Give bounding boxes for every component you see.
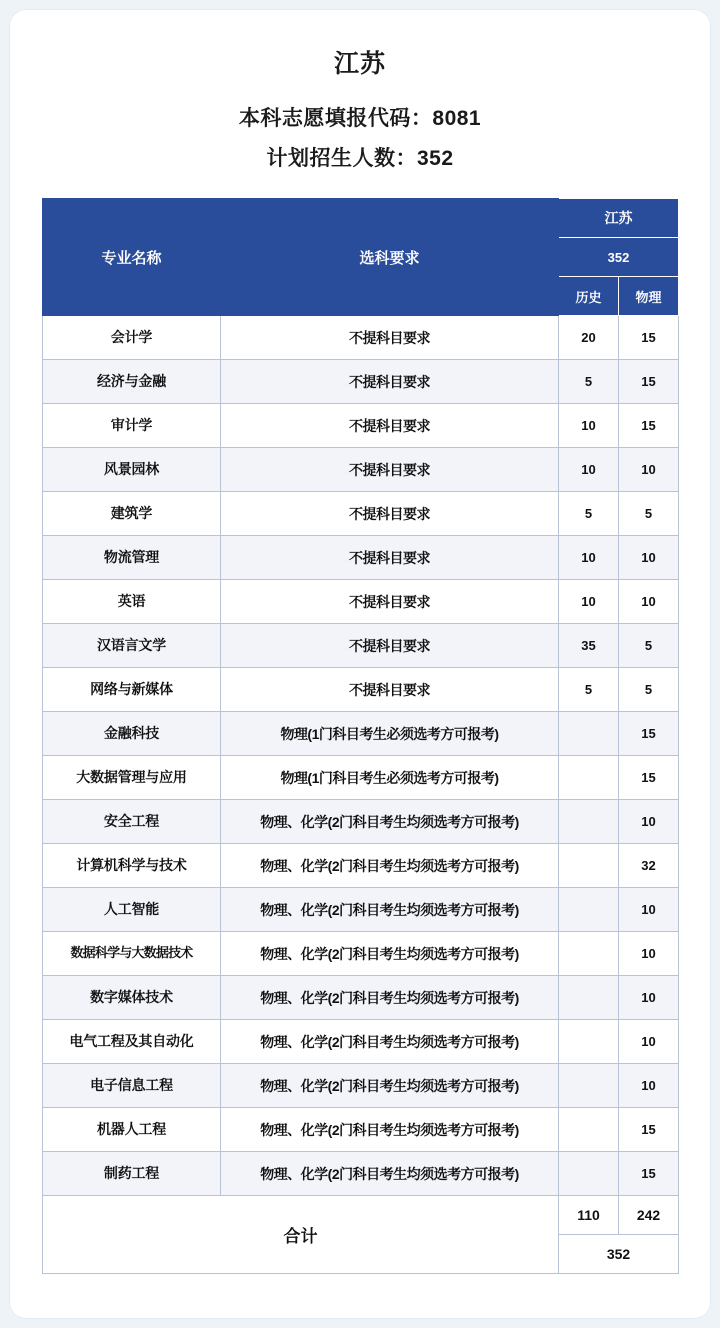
cell-history: 5 — [559, 492, 619, 536]
cell-requirement: 不提科目要求 — [221, 536, 559, 580]
cell-major: 网络与新媒体 — [43, 668, 221, 712]
column-header-physics: 物理 — [619, 277, 679, 316]
summary-total: 352 — [559, 1235, 679, 1274]
table-row — [43, 492, 679, 536]
summary-history: 110 — [559, 1196, 619, 1235]
cell-requirement: 不提科目要求 — [221, 668, 559, 712]
cell-physics: 15 — [619, 316, 679, 360]
cell-major: 会计学 — [43, 316, 221, 360]
table-header — [43, 199, 679, 316]
cell-history: 35 — [559, 624, 619, 668]
table-row — [43, 404, 679, 448]
cell-physics: 15 — [619, 1152, 679, 1196]
cell-history — [559, 1152, 619, 1196]
cell-major: 数字媒体技术 — [43, 976, 221, 1020]
column-header-province: 江苏 — [559, 199, 679, 238]
cell-physics: 15 — [619, 1108, 679, 1152]
table-row — [43, 976, 679, 1020]
cell-requirement: 物理(1门科目考生必须选考方可报考) — [221, 756, 559, 800]
enrollment-quota-line: 计划招生人数：352 — [266, 147, 454, 170]
enrollment-code-line: 本科志愿填报代码：8081 — [238, 107, 482, 130]
cell-physics: 15 — [619, 756, 679, 800]
cell-history: 10 — [559, 536, 619, 580]
cell-requirement: 物理(1门科目考生必须选考方可报考) — [221, 712, 559, 756]
cell-history: 20 — [559, 316, 619, 360]
cell-requirement: 不提科目要求 — [221, 624, 559, 668]
table-row — [43, 580, 679, 624]
table-row — [43, 800, 679, 844]
cell-history — [559, 976, 619, 1020]
cell-requirement: 物理、化学(2门科目考生均须选考方可报考) — [221, 1020, 559, 1064]
cell-history: 10 — [559, 580, 619, 624]
table-row — [43, 668, 679, 712]
cell-requirement: 物理、化学(2门科目考生均须选考方可报考) — [221, 976, 559, 1020]
cell-history — [559, 1020, 619, 1064]
cell-physics: 15 — [619, 712, 679, 756]
cell-major: 计算机科学与技术 — [43, 844, 221, 888]
table-body — [43, 316, 679, 1274]
table-row — [43, 932, 679, 976]
table-row — [43, 316, 679, 360]
column-header-major: 专业名称 — [43, 199, 221, 316]
cell-major: 建筑学 — [43, 492, 221, 536]
cell-physics: 5 — [619, 668, 679, 712]
column-header-requirement: 选科要求 — [221, 199, 559, 316]
cell-physics: 10 — [619, 932, 679, 976]
cell-major: 人工智能 — [43, 888, 221, 932]
cell-physics: 15 — [619, 360, 679, 404]
cell-requirement: 物理、化学(2门科目考生均须选考方可报考) — [221, 932, 559, 976]
cell-major: 经济与金融 — [43, 360, 221, 404]
summary-physics: 242 — [619, 1196, 679, 1235]
cell-major: 汉语言文学 — [43, 624, 221, 668]
cell-physics: 10 — [619, 1064, 679, 1108]
column-header-province-total: 352 — [559, 238, 679, 277]
cell-history — [559, 932, 619, 976]
table-row — [43, 756, 679, 800]
cell-requirement: 不提科目要求 — [221, 580, 559, 624]
cell-history: 10 — [559, 404, 619, 448]
cell-physics: 10 — [619, 800, 679, 844]
table-row — [43, 712, 679, 756]
cell-requirement: 不提科目要求 — [221, 316, 559, 360]
table-row — [43, 360, 679, 404]
table-row — [43, 844, 679, 888]
table-row — [43, 536, 679, 580]
cell-major: 物流管理 — [43, 536, 221, 580]
enrollment-plan-table — [42, 198, 679, 1274]
cell-physics: 10 — [619, 1020, 679, 1064]
cell-physics: 15 — [619, 404, 679, 448]
cell-major: 风景园林 — [43, 448, 221, 492]
cell-history — [559, 756, 619, 800]
cell-physics: 10 — [619, 448, 679, 492]
table-row — [43, 448, 679, 492]
cell-requirement: 不提科目要求 — [221, 360, 559, 404]
cell-physics: 32 — [619, 844, 679, 888]
cell-history — [559, 712, 619, 756]
cell-major: 安全工程 — [43, 800, 221, 844]
cell-requirement: 不提科目要求 — [221, 492, 559, 536]
table-row — [43, 1152, 679, 1196]
cell-history — [559, 800, 619, 844]
cell-physics: 5 — [619, 624, 679, 668]
table-summary-row — [43, 1196, 679, 1235]
cell-physics: 10 — [619, 976, 679, 1020]
cell-major: 英语 — [43, 580, 221, 624]
cell-major: 制药工程 — [43, 1152, 221, 1196]
cell-requirement: 物理、化学(2门科目考生均须选考方可报考) — [221, 888, 559, 932]
cell-requirement: 不提科目要求 — [221, 404, 559, 448]
cell-physics: 5 — [619, 492, 679, 536]
cell-major: 数据科学与大数据技术 — [43, 932, 221, 976]
cell-physics: 10 — [619, 580, 679, 624]
cell-requirement: 不提科目要求 — [221, 448, 559, 492]
page-title: 江苏 — [333, 50, 386, 78]
cell-history — [559, 844, 619, 888]
table-row — [43, 1020, 679, 1064]
cell-history — [559, 1108, 619, 1152]
cell-requirement: 物理、化学(2门科目考生均须选考方可报考) — [221, 1064, 559, 1108]
cell-requirement: 物理、化学(2门科目考生均须选考方可报考) — [221, 1108, 559, 1152]
cell-requirement: 物理、化学(2门科目考生均须选考方可报考) — [221, 800, 559, 844]
cell-history: 10 — [559, 448, 619, 492]
cell-requirement: 物理、化学(2门科目考生均须选考方可报考) — [221, 1152, 559, 1196]
cell-physics: 10 — [619, 536, 679, 580]
cell-major: 电子信息工程 — [43, 1064, 221, 1108]
table-row — [43, 1108, 679, 1152]
cell-major: 大数据管理与应用 — [43, 756, 221, 800]
content-card — [10, 10, 710, 1318]
cell-history — [559, 888, 619, 932]
cell-requirement: 物理、化学(2门科目考生均须选考方可报考) — [221, 844, 559, 888]
cell-major: 审计学 — [43, 404, 221, 448]
table-row — [43, 1064, 679, 1108]
column-header-history: 历史 — [559, 277, 619, 316]
cell-major: 金融科技 — [43, 712, 221, 756]
summary-label: 合计 — [43, 1196, 559, 1274]
table-row — [43, 624, 679, 668]
cell-history — [559, 1064, 619, 1108]
cell-physics: 10 — [619, 888, 679, 932]
cell-history: 5 — [559, 668, 619, 712]
cell-major: 机器人工程 — [43, 1108, 221, 1152]
cell-major: 电气工程及其自动化 — [43, 1020, 221, 1064]
cell-history: 5 — [559, 360, 619, 404]
table-row — [43, 888, 679, 932]
